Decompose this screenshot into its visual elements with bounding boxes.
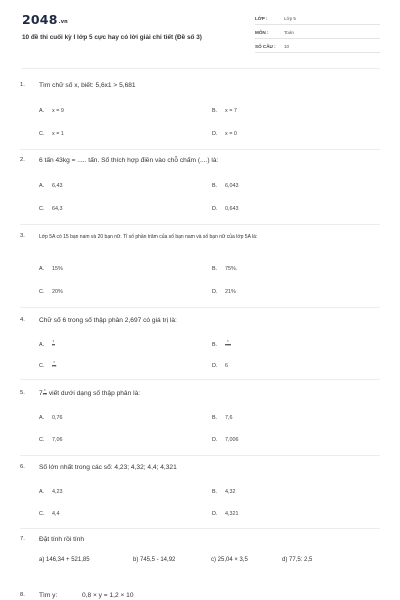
option-d[interactable]: D. x = 0 xyxy=(212,131,237,137)
question-number: 7. xyxy=(20,536,25,542)
calc-part-c: c) 25,04 × 3,5 xyxy=(211,557,248,563)
question-text: 7 $\frac{6}{100}$ viết dưới dạng số thập phân là: xyxy=(39,389,141,398)
option-a[interactable]: A. 4,23 xyxy=(39,489,63,495)
site-logo[interactable]: 2048.vn xyxy=(22,12,68,27)
meta-subject-label: MÔN : xyxy=(255,30,269,35)
meta-subject-value: Toán xyxy=(284,30,294,35)
calc-part-d: d) 77,5: 2,5 xyxy=(282,557,313,563)
option-c[interactable]: C. x = 1 xyxy=(39,131,64,137)
option-b[interactable]: B. 6,043 xyxy=(212,183,239,189)
header-divider xyxy=(22,68,380,69)
fraction: $\frac{6}{10}$ xyxy=(52,340,55,347)
question-number: 3. xyxy=(20,233,25,239)
question-number: 1. xyxy=(20,82,25,88)
calc-part-b: b) 745,5 - 14,92 xyxy=(133,557,176,563)
exam-title: 10 đề thi cuối kỳ I lớp 5 cực hay có lời giải chi tiết (Đề số 3) xyxy=(22,34,202,41)
option-a[interactable]: A. $\frac{6}{10}$ xyxy=(39,340,55,348)
question-text: 6 tấn 43kg = ..... tấn. Số thích hợp điền vào chỗ chấm (....) là: xyxy=(39,157,219,164)
calc-part-a: a) 146,34 + 521,85 xyxy=(39,557,90,563)
meta-count-value: 10 xyxy=(284,44,290,49)
option-b[interactable]: B. 7,6 xyxy=(212,415,233,421)
option-c[interactable]: C. 4,4 xyxy=(39,511,60,517)
question-text: Số lớn nhất trong các số: 4,23; 4,32; 4,4; 4,321 xyxy=(39,464,177,471)
question-text: Lớp 5A có 15 bạn nam và 20 bạn nữ. Tỉ số phần trăm của số bạn nam và số bạn nữ của lớp 5A là: xyxy=(39,234,258,240)
option-a[interactable]: A. 6,43 xyxy=(39,183,63,189)
option-d[interactable]: D. 4,321 xyxy=(212,511,239,517)
question-divider xyxy=(20,307,380,308)
question-expression: 0,8 × y = 1,2 × 10 xyxy=(82,592,134,599)
question-text: Tìm y: xyxy=(39,592,58,599)
question-text: Đặt tính rồi tính xyxy=(39,536,85,543)
option-c[interactable]: C. 64,3 xyxy=(39,206,63,212)
option-a[interactable]: A. 15% xyxy=(39,266,63,272)
question-number: 6. xyxy=(20,464,25,470)
question-divider xyxy=(20,379,380,380)
meta-count-label: SỐ CÂU : xyxy=(255,44,276,49)
option-c[interactable]: C. $\frac{6}{100}$ xyxy=(39,361,57,369)
option-d[interactable]: D. 6 xyxy=(212,363,228,369)
question-divider xyxy=(20,224,380,225)
meta-class-row xyxy=(255,13,380,25)
fraction: $\frac{6}{100}$ xyxy=(42,389,47,396)
page-header xyxy=(0,0,400,60)
question-text: Tìm chữ số x, biết: 5,6x1 > 5,681 xyxy=(39,82,136,89)
option-c[interactable]: C. 20% xyxy=(39,289,63,295)
option-b[interactable]: B. 4,32 xyxy=(212,489,236,495)
option-c[interactable]: C. 7,06 xyxy=(39,437,63,443)
option-d[interactable]: D. 0,643 xyxy=(212,206,239,212)
option-a[interactable]: A. 0,76 xyxy=(39,415,63,421)
question-number: 4. xyxy=(20,317,25,323)
option-b[interactable]: B. x = 7 xyxy=(212,108,237,114)
fraction: $\frac{6}{1000}$ xyxy=(225,340,231,347)
option-d[interactable]: D. 7,006 xyxy=(212,437,239,443)
question-number: 2. xyxy=(20,157,25,163)
option-d[interactable]: D. 21% xyxy=(212,289,236,295)
fraction: $\frac{6}{100}$ xyxy=(52,361,57,368)
option-b[interactable]: B. 75%. xyxy=(212,266,238,272)
mixed-number-whole: 7 xyxy=(39,390,43,398)
question-number: 8. xyxy=(20,592,25,598)
meta-class-label: LỚP : xyxy=(255,16,268,21)
meta-count-row xyxy=(255,41,380,53)
option-a[interactable]: A. x = 9 xyxy=(39,108,64,114)
question-divider xyxy=(20,528,380,529)
meta-subject-row xyxy=(255,27,380,39)
question-divider xyxy=(20,455,380,456)
question-text: Chữ số 6 trong số thập phân 2,697 có giá trị là: xyxy=(39,317,177,324)
option-b[interactable]: B. $\frac{6}{1000}$ xyxy=(212,340,231,348)
question-divider xyxy=(20,149,380,150)
meta-class-value: Lớp 5 xyxy=(284,16,296,21)
question-number: 5. xyxy=(20,390,25,396)
